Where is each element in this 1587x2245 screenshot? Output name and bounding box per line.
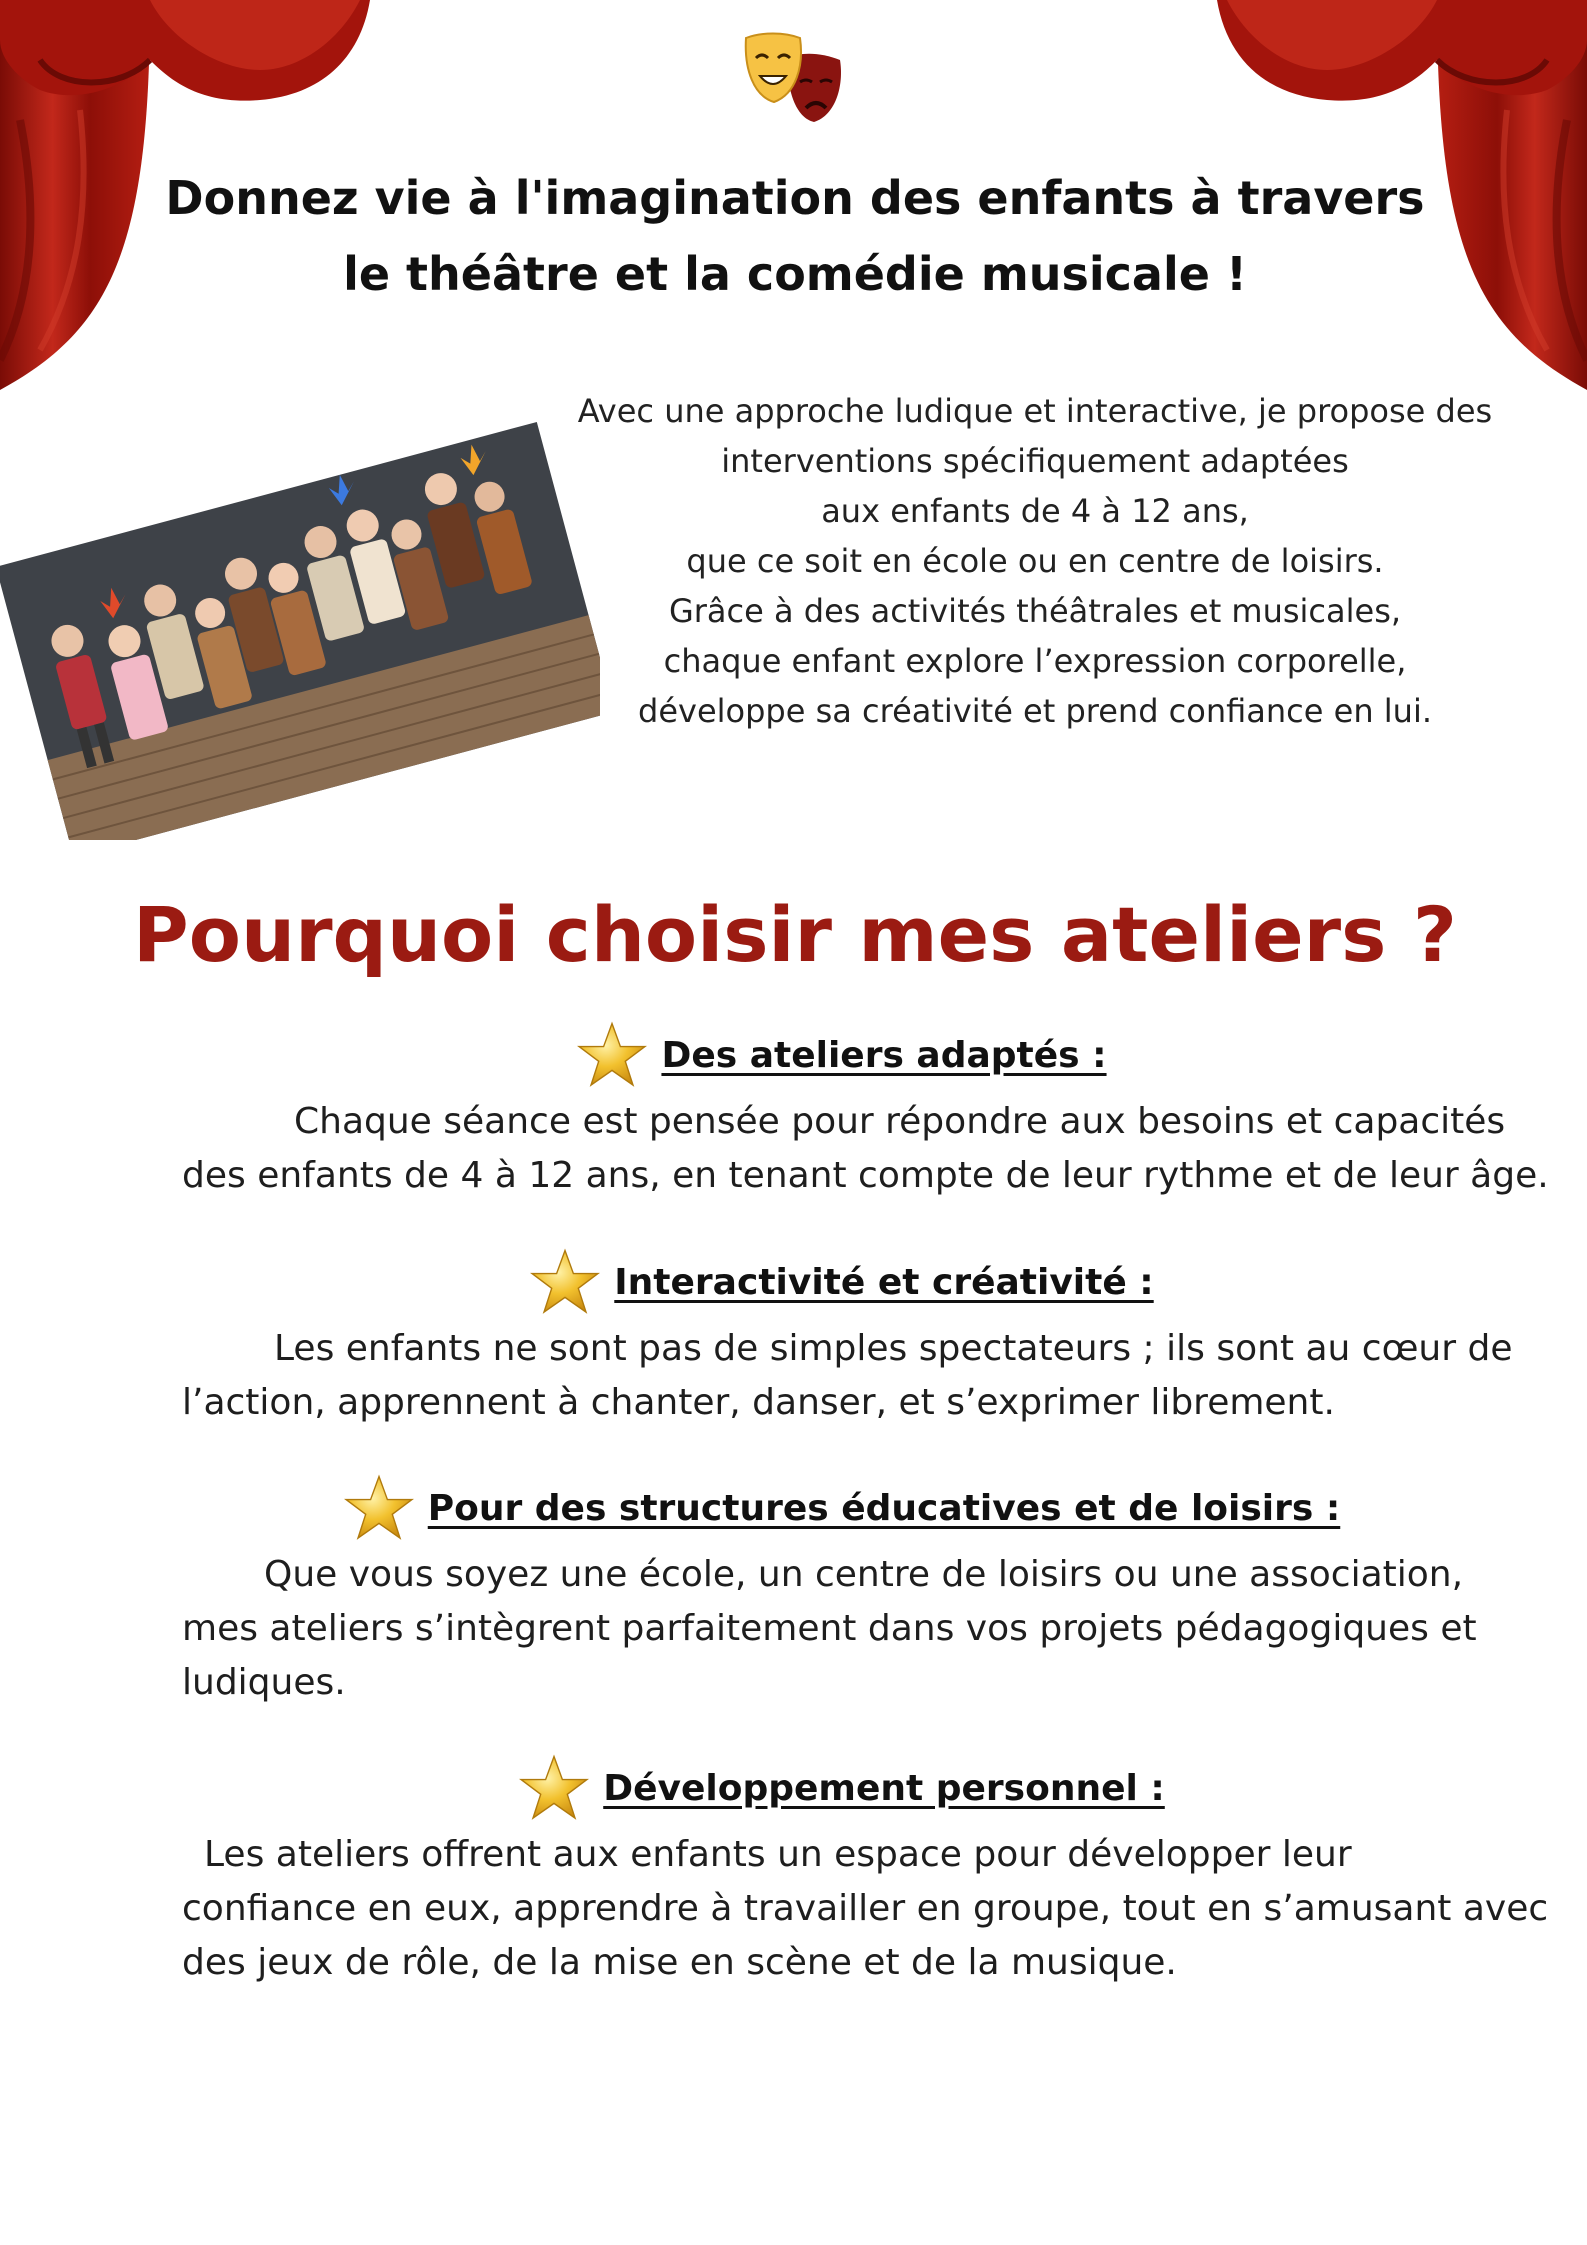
intro-text: [540, 386, 1530, 736]
feature-body: [182, 1095, 1562, 1203]
group-photo: [0, 400, 600, 840]
intro-line: développe sa créativité et prend confiance en lui.: [638, 692, 1432, 730]
feature-interactivity: [182, 1242, 1562, 1430]
feature-line: confiance en eux, apprendre à travailler en groupe, tout en s’amusant avec: [182, 1888, 1549, 1929]
feature-adapted-workshops: [182, 1015, 1562, 1203]
theater-masks-icon: [740, 30, 850, 130]
feature-personal-development: [182, 1748, 1562, 1990]
feature-heading: Des ateliers adaptés :: [661, 1034, 1107, 1076]
feature-line: mes ateliers s’intègrent parfaitement dans vos projets pédagogiques et: [182, 1608, 1477, 1649]
feature-body: [182, 1548, 1562, 1710]
feature-heading: Développement personnel :: [603, 1767, 1165, 1809]
feature-structures: [182, 1468, 1562, 1710]
feature-line: Les ateliers offrent aux enfants un espace pour développer leur: [204, 1834, 1352, 1875]
feature-line: Chaque séance est pensée pour répondre aux besoins et capacités: [294, 1101, 1506, 1142]
feature-line: ludiques.: [182, 1662, 346, 1703]
feature-line: l’action, apprennent à chanter, danser, et s’exprimer librement.: [182, 1382, 1335, 1423]
star-icon: [344, 1473, 414, 1543]
intro-line: Avec une approche ludique et interactive, je propose des: [577, 392, 1493, 430]
feature-header: [122, 1468, 1562, 1548]
intro-line: chaque enfant explore l’expression corporelle,: [663, 642, 1407, 680]
feature-line: Les enfants ne sont pas de simples spectateurs ; ils sont au cœur de: [274, 1328, 1513, 1369]
page-title: [120, 160, 1470, 312]
title-line-1: Donnez vie à l'imagination des enfants à travers: [165, 171, 1425, 225]
feature-line: des enfants de 4 à 12 ans, en tenant compte de leur rythme et de leur âge.: [182, 1155, 1549, 1196]
intro-line: interventions spécifiquement adaptées: [721, 442, 1349, 480]
intro-line: aux enfants de 4 à 12 ans,: [821, 492, 1249, 530]
feature-header: [122, 1748, 1562, 1828]
feature-body: [182, 1828, 1562, 1990]
section-title: Pourquoi choisir mes ateliers ?: [133, 890, 1457, 979]
star-icon: [577, 1020, 647, 1090]
star-icon: [519, 1753, 589, 1823]
intro-line: que ce soit en école ou en centre de loisirs.: [686, 542, 1384, 580]
feature-heading: Interactivité et créativité :: [614, 1261, 1154, 1303]
feature-line: Que vous soyez une école, un centre de loisirs ou une association,: [264, 1554, 1464, 1595]
feature-header: [122, 1015, 1562, 1095]
intro-line: Grâce à des activités théâtrales et musicales,: [668, 592, 1402, 630]
feature-body: [182, 1322, 1562, 1430]
feature-header: [122, 1242, 1562, 1322]
feature-line: des jeux de rôle, de la mise en scène et de la musique.: [182, 1942, 1177, 1983]
feature-heading: Pour des structures éducatives et de loisirs :: [427, 1487, 1341, 1529]
title-line-2: le théâtre et la comédie musicale !: [343, 247, 1247, 301]
star-icon: [530, 1247, 600, 1317]
